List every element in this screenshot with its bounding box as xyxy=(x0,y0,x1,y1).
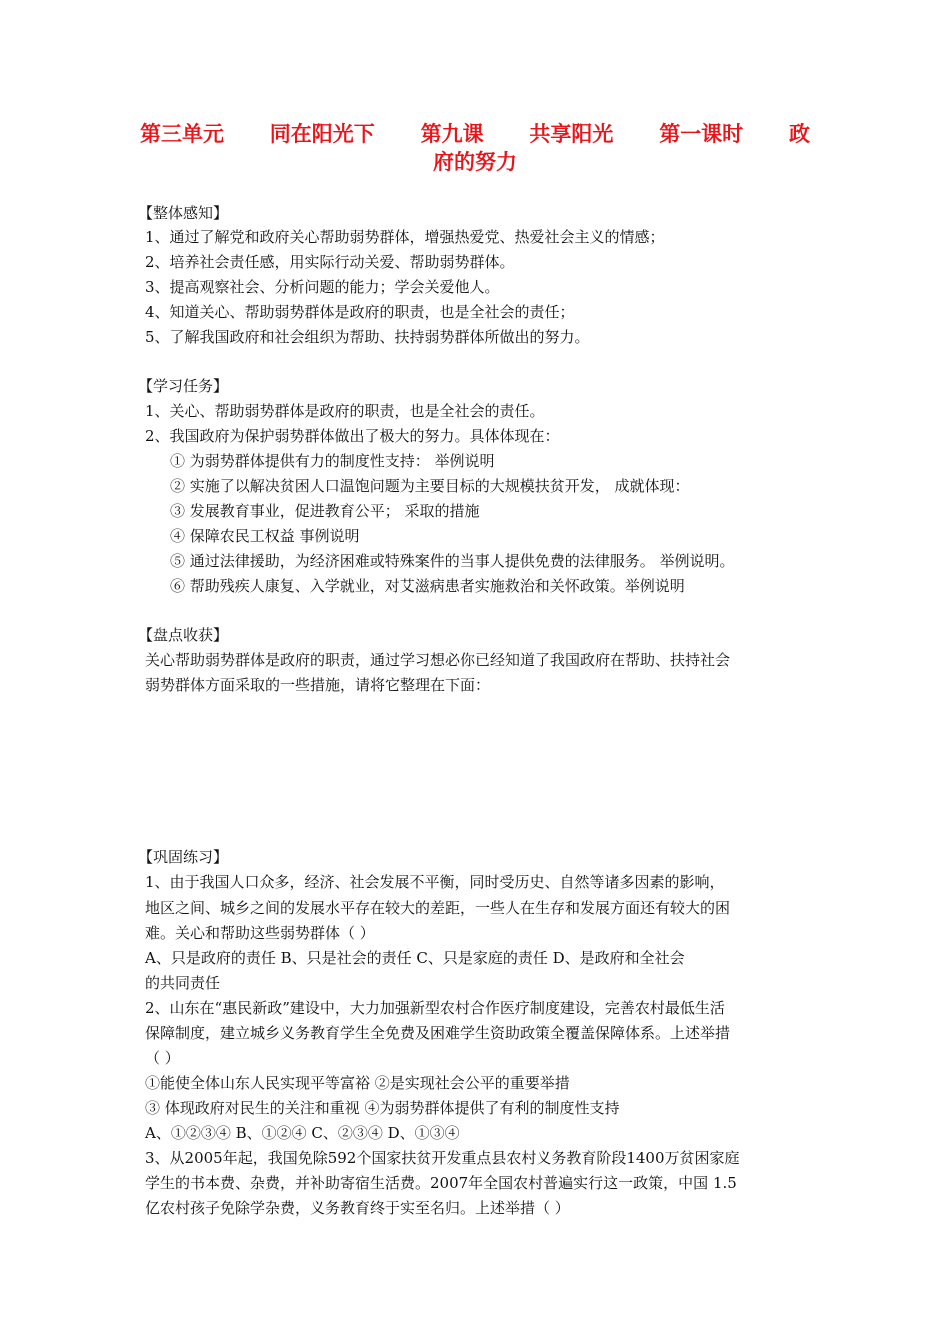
title-unit-name: 同在阳光下 xyxy=(269,122,375,146)
summary-header: 【盘点收获】 xyxy=(138,626,229,644)
overview-item: 3、提高观察社会、分析问题的能力；学会关爱他人。 xyxy=(145,278,500,296)
practice-line: 学生的书本费、杂费，并补助寄宿生活费。2007年全国农村普遍实行这一政策，中国 1.5 xyxy=(145,1174,737,1192)
practice-line: 3、从2005年起，我国免除592个国家扶贫开发重点县农村义务教育阶段1400万贫困家庭 xyxy=(145,1149,740,1167)
overview-item: 5、了解我国政府和社会组织为帮助、扶持弱势群体所做出的努力。 xyxy=(145,328,590,346)
overview-header: 【整体感知】 xyxy=(138,204,229,222)
practice-line: A、只是政府的责任 B、只是社会的责任 C、只是家庭的责任 D、是政府和全社会 xyxy=(145,949,685,967)
overview-item: 2、培养社会责任感，用实际行动关爱、帮助弱势群体。 xyxy=(145,253,515,271)
task-subitem: ③ 发展教育事业，促进教育公平； 采取的措施 xyxy=(170,502,480,520)
practice-line: 的共同责任 xyxy=(145,974,221,992)
task-item: 2、我国政府为保护弱势群体做出了极大的努力。具体体现在： xyxy=(145,427,560,445)
task-subitem: ⑤ 通过法律援助，为经济困难或特殊案件的当事人提供免费的法律服务。 举例说明。 xyxy=(170,552,735,570)
practice-line: 保障制度，建立城乡义务教育学生全免费及困难学生资助政策全覆盖保障体系。上述举措 xyxy=(145,1024,731,1042)
title-period: 第一课时 xyxy=(659,122,744,146)
practice-line: ③ 体现政府对民生的关注和重视 ④为弱势群体提供了有利的制度性支持 xyxy=(145,1099,620,1117)
practice-line: 地区之间、城乡之间的发展水平存在较大的差距，一些人在生存和发展方面还有较大的困 xyxy=(145,899,731,917)
practice-line: （ ） xyxy=(145,1049,180,1067)
task-subitem: ① 为弱势群体提供有力的制度性支持： 举例说明 xyxy=(170,452,495,470)
practice-line: ①能使全体山东人民实现平等富裕 ②是实现社会公平的重要举措 xyxy=(145,1074,570,1092)
task-subitem: ⑥ 帮助残疾人康复、入学就业，对艾滋病患者实施救治和关怀政策。举例说明 xyxy=(170,577,685,595)
practice-line: A、①②③④ B、①②④ C、②③④ D、①③④ xyxy=(145,1124,460,1142)
task-subitem: ② 实施了以解决贫困人口温饱问题为主要目标的大规模扶贫开发， 成就体现： xyxy=(170,477,690,495)
overview-item: 4、知道关心、帮助弱势群体是政府的职责，也是全社会的责任； xyxy=(145,303,575,321)
title-topic-end: 府的努力 xyxy=(433,150,517,174)
practice-line: 难。关心和帮助这些弱势群体（ ） xyxy=(145,924,375,942)
title-lesson-name: 共享阳光 xyxy=(529,122,614,146)
title-lesson: 第九课 xyxy=(420,122,484,146)
practice-header: 【巩固练习】 xyxy=(138,848,229,866)
practice-line: 1、由于我国人口众多，经济、社会发展不平衡，同时受历史、自然等诸多因素的影响， xyxy=(145,873,725,891)
task-item: 1、关心、帮助弱势群体是政府的职责，也是全社会的责任。 xyxy=(145,402,545,420)
tasks-header: 【学习任务】 xyxy=(138,377,229,395)
task-subitem: ④ 保障农民工权益 事例说明 xyxy=(170,527,360,545)
practice-line: 亿农村孩子免除学杂费，义务教育终于实至名归。上述举措（ ） xyxy=(145,1199,570,1217)
practice-line: 2、山东在“惠民新政”建设中，大力加强新型农村合作医疗制度建设，完善农村最低生活 xyxy=(145,999,725,1017)
title-topic-start: 政 xyxy=(788,122,810,146)
summary-line: 弱势群体方面采取的一些措施，请将它整理在下面： xyxy=(145,676,491,694)
title-unit: 第三单元 xyxy=(140,122,224,146)
overview-item: 1、通过了解党和政府关心帮助弱势群体，增强热爱党、热爱社会主义的情感； xyxy=(145,228,665,246)
page-title xyxy=(140,120,810,176)
summary-line: 关心帮助弱势群体是政府的职责，通过学习想必你已经知道了我国政府在帮助、扶持社会 xyxy=(145,651,731,669)
